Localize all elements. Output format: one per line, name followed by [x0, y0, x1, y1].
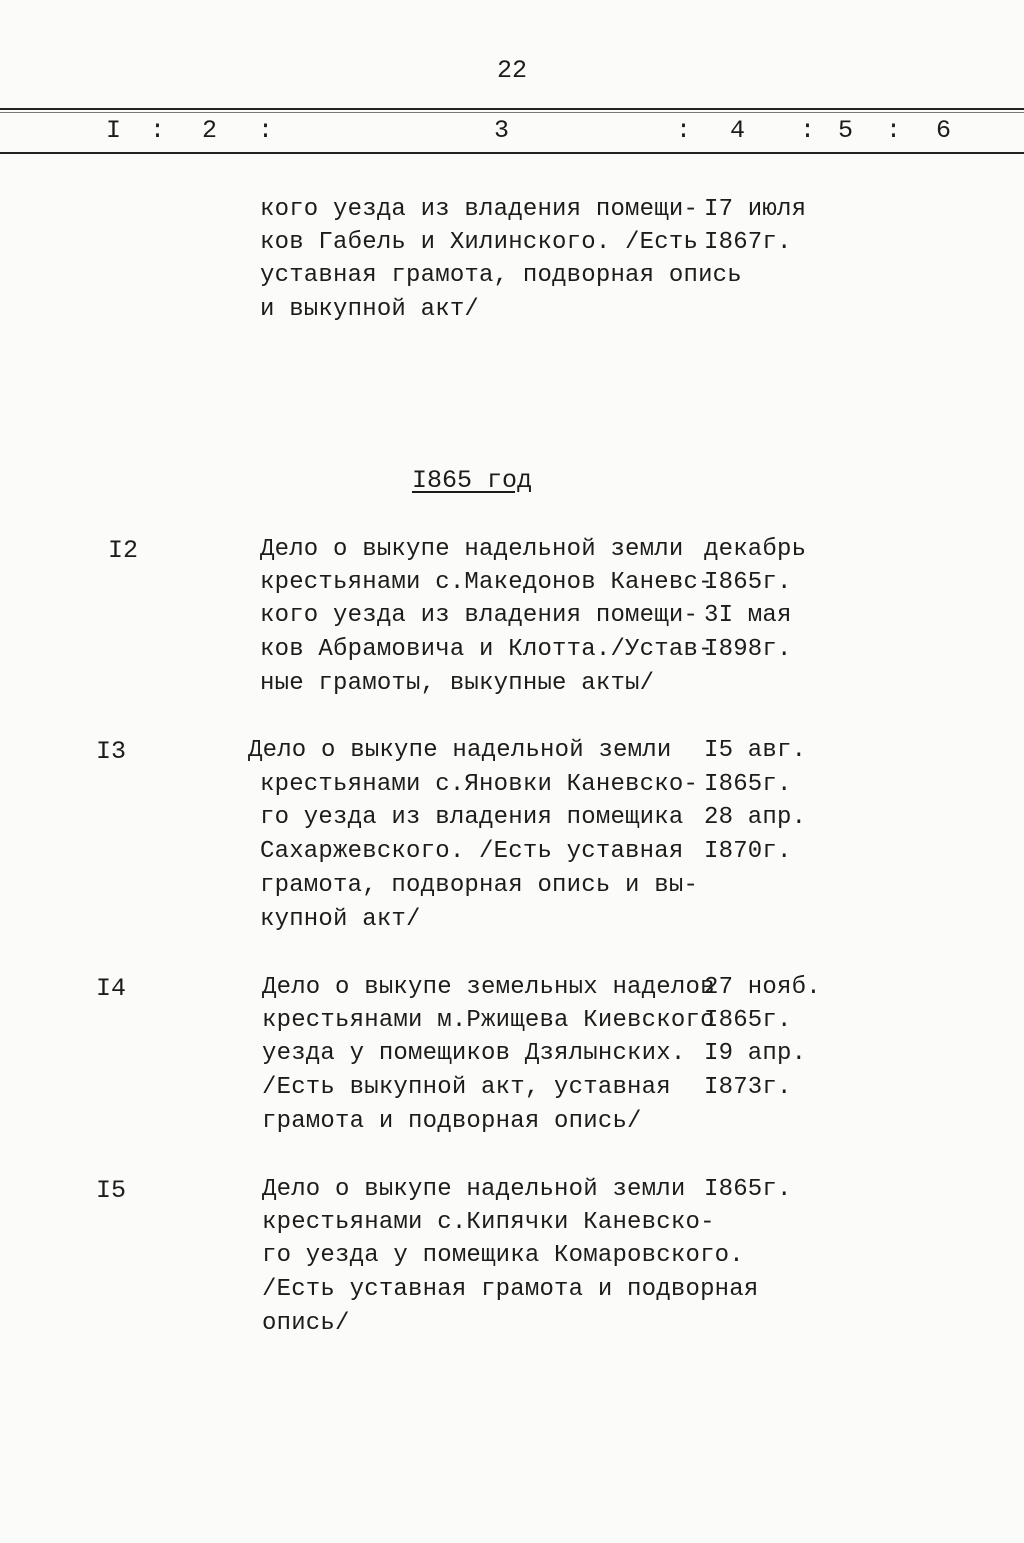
column-number-6: 6 [936, 116, 952, 145]
header-rule-top [0, 108, 1024, 110]
entry-text-line: Дело о выкупе надельной земли [260, 536, 684, 563]
entry-date-line: I7 июля [704, 196, 807, 223]
entry-date-line: I9 апр. [704, 1040, 807, 1067]
entry-date-line: 3I мая [704, 602, 792, 629]
entry-date-line: I865г. [704, 771, 792, 798]
entry-text-line: Дело о выкупе надельной земли [262, 1176, 686, 1203]
entry-date-line: I865г. [704, 1007, 792, 1034]
entry-text-line: кого уезда из владения помещи- [260, 196, 699, 223]
entry-text-line: ные грамоты, выкупные акты/ [260, 670, 655, 697]
entry-number: I5 [96, 1176, 127, 1205]
entry-text-line: Дело о выкупе надельной земли [248, 737, 672, 764]
entry-text-line: Дело о выкупе земельных наделов [262, 974, 715, 1001]
column-separator: : [150, 116, 166, 145]
entry-text-line: крестьянами с.Кипячки Каневско- [262, 1209, 715, 1236]
entry-number: I4 [96, 974, 127, 1003]
column-separator: : [800, 116, 816, 145]
column-separator: : [258, 116, 274, 145]
entry-text-line: го уезда из владения помещика [260, 804, 684, 831]
entry-text-line: купной акт/ [260, 906, 421, 933]
entry-text-line: ков Абрамовича и Клотта./Устав- [260, 636, 713, 663]
column-separator: : [676, 116, 692, 145]
entry-number: I3 [96, 737, 127, 766]
entry-text-line: опись/ [262, 1310, 350, 1337]
entry-text-line: /Есть выкупной акт, уставная [262, 1074, 671, 1101]
entry-date-line: I865г. [704, 1176, 792, 1203]
entry-date-line: декабрь [704, 536, 807, 563]
entry-text-line: грамота и подворная опись/ [262, 1108, 642, 1135]
entry-text-line: крестьянами с.Яновки Каневско- [260, 771, 699, 798]
entry-text-line: Сахаржевского. /Есть уставная [260, 838, 684, 865]
column-number-1: I [106, 116, 122, 145]
page-number: 22 [496, 56, 527, 85]
entry-date-line: I898г. [704, 636, 792, 663]
entry-date-line: I867г. [704, 229, 792, 256]
entry-text-line: ков Габель и Хилинского. /Есть [260, 229, 699, 256]
entry-text-line: /Есть уставная грамота и подворная [262, 1276, 759, 1303]
column-number-2: 2 [202, 116, 218, 145]
entry-date-line: I870г. [704, 838, 792, 865]
entry-text-line: крестьянами м.Ржищева Киевского [262, 1007, 715, 1034]
entry-date-line: I865г. [704, 569, 792, 596]
header-rule-bottom [0, 152, 1024, 154]
column-number-5: 5 [838, 116, 854, 145]
entry-text-line: и выкупной акт/ [260, 296, 480, 323]
entry-text-line: грамота, подворная опись и вы- [260, 872, 699, 899]
entry-text-line: кого уезда из владения помещи- [260, 602, 699, 629]
entry-number: I2 [108, 536, 139, 565]
entry-date-line: 27 нояб. [704, 974, 821, 1001]
entry-text-line: го уезда у помещика Комаровского. [262, 1242, 744, 1269]
section-heading: I865 год [412, 466, 533, 495]
column-separator: : [886, 116, 902, 145]
entry-text-line: крестьянами с.Македонов Каневс- [260, 569, 713, 596]
column-number-3: 3 [494, 116, 510, 145]
entry-text-line: уезда у помещиков Дзялынских. [262, 1040, 686, 1067]
entry-date-line: 28 апр. [704, 804, 807, 831]
entry-date-line: I5 авг. [704, 737, 807, 764]
header-rule-top-thin [0, 112, 1024, 113]
entry-text-line: уставная грамота, подворная опись [260, 262, 742, 289]
column-number-4: 4 [730, 116, 746, 145]
entry-date-line: I873г. [704, 1074, 792, 1101]
